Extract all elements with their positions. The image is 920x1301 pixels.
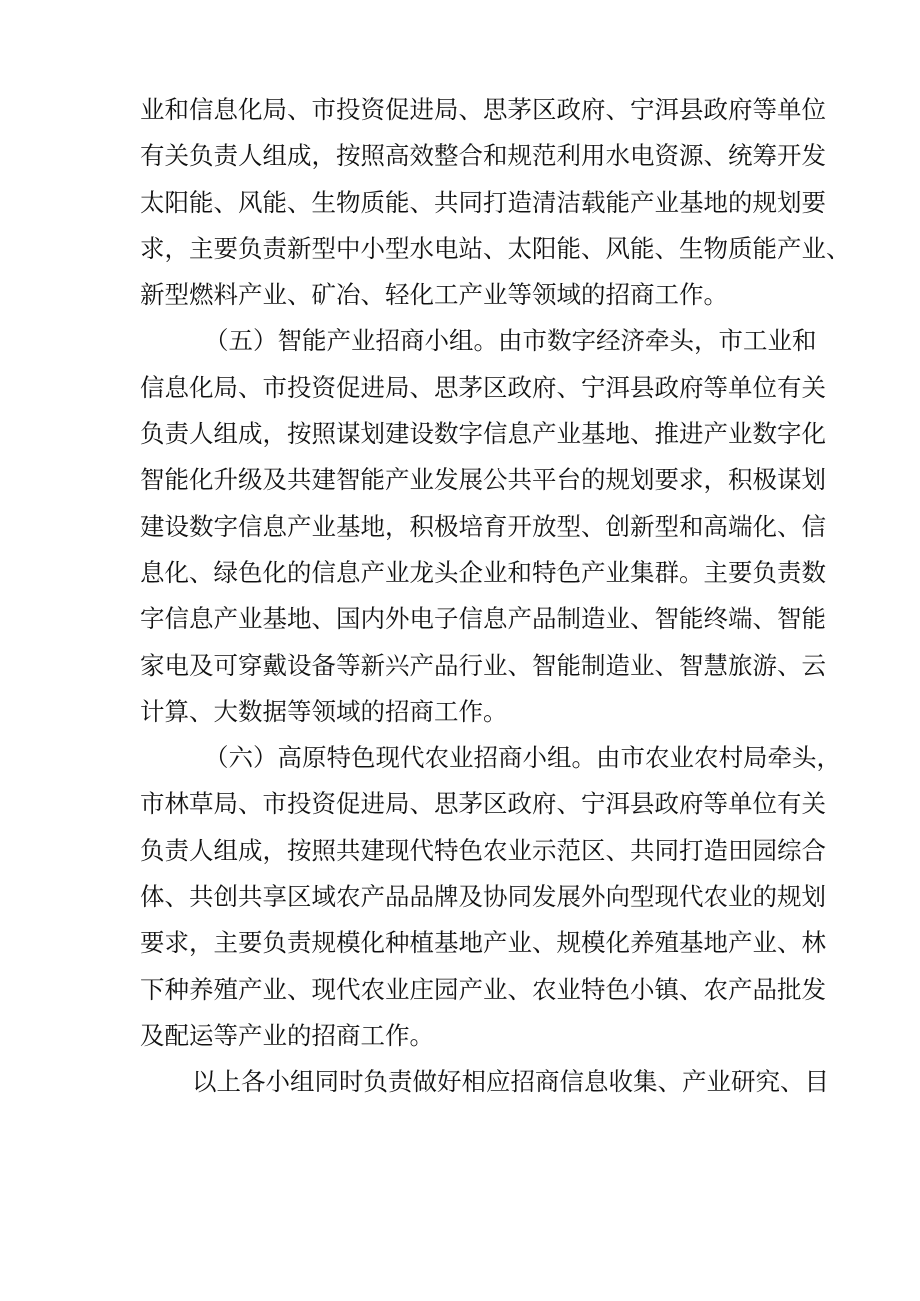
document-body [140,87,851,1106]
text-line: 下种养殖产业、现代农业庄园产业、农业特色小镇、农产品批发 [140,974,826,1004]
text-line: 建设数字信息产业基地，积极培育开放型、创新型和高端化、信 [140,511,826,541]
text-line: （五）智能产业招商小组。由市数字经济牵头，市工业和 [204,326,817,356]
text-line: 求，主要负责新型中小型水电站、太阳能、风能、生物质能产业、 [140,233,851,263]
text-line: 计算、大数据等领域的招商工作。 [140,696,508,726]
text-line: 新型燃料产业、矿冶、轻化工产业等领域的招商工作。 [140,280,728,310]
text-line: 负责人组成，按照共建现代特色农业示范区、共同打造田园综合 [140,835,826,865]
text-line: 智能化升级及共建智能产业发展公共平台的规划要求，积极谋划 [140,465,826,495]
text-line: 息化、绿色化的信息产业龙头企业和特色产业集群。主要负责数 [140,557,826,587]
text-line: 要求，主要负责规模化种植基地产业、规模化养殖基地产业、林 [140,928,826,958]
text-line: 家电及可穿戴设备等新兴产品行业、智能制造业、智慧旅游、云 [140,650,826,680]
text-line: 负责人组成，按照谋划建设数字信息产业基地、推进产业数字化 [140,419,826,449]
text-line: 有关负责人组成，按照高效整合和规范利用水电资源、统筹开发 [140,141,826,171]
text-line: 信息化局、市投资促进局、思茅区政府、宁洱县政府等单位有关 [140,372,826,402]
text-line: 字信息产业基地、国内外电子信息产品制造业、智能终端、智能 [140,604,826,634]
text-line: 市林草局、市投资促进局、思茅区政府、宁洱县政府等单位有关 [140,789,826,819]
text-line: 以上各小组同时负责做好相应招商信息收集、产业研究、目 [192,1067,829,1097]
text-line: 及配运等产业的招商工作。 [140,1020,434,1050]
text-line: （六）高原特色现代农业招商小组。由市农业农村局牵头， [204,743,841,773]
text-line: 体、共创共享区域农产品品牌及协同发展外向型现代农业的规划 [140,882,826,912]
text-line: 业和信息化局、市投资促进局、思茅区政府、宁洱县政府等单位 [140,95,826,124]
text-line: 太阳能、风能、生物质能、共同打造清洁载能产业基地的规划要 [140,187,826,217]
